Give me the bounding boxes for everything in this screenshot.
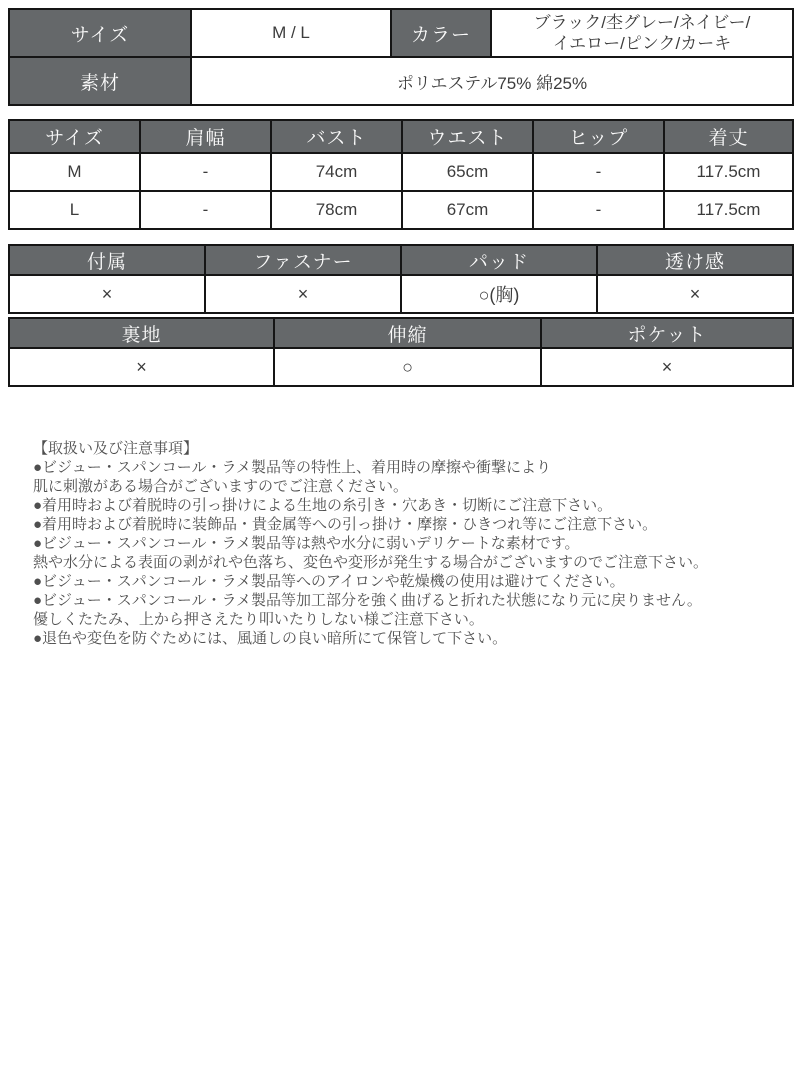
material-value: ポリエステル75% 綿25%	[191, 57, 793, 105]
measurements-header-cell: 着丈	[664, 120, 793, 153]
care-notes-line: 肌に刺激がある場合がございますのでご注意ください。	[33, 478, 409, 495]
features-header-cell: 裏地	[9, 318, 274, 348]
color-label: カラー	[391, 9, 491, 57]
measurements-cell: 65cm	[402, 153, 533, 191]
features-value-cell: ×	[205, 275, 401, 313]
features-header-cell: ファスナー	[205, 245, 401, 275]
measurements-cell: -	[533, 153, 664, 191]
color-value-line1: ブラック/杢グレー/ネイビー/	[533, 13, 751, 32]
features-header-cell: ポケット	[541, 318, 793, 348]
color-value-line2: イエロー/ピンク/カーキ	[552, 34, 732, 53]
care-notes-line: ●退色や変色を防ぐためには、風通しの良い暗所にて保管して下さい。	[33, 630, 508, 647]
care-notes-line: ●着用時および着脱時に装飾品・貴金属等への引っ掛け・摩擦・ひきつれ等にご注意下さい。	[33, 516, 658, 533]
measurements-cell: 78cm	[271, 191, 402, 229]
measurements-cell: 74cm	[271, 153, 402, 191]
size-value: M / L	[191, 9, 391, 57]
care-notes-title: 【取扱い及び注意事項】	[33, 440, 199, 457]
measurements-cell: 117.5cm	[664, 153, 793, 191]
measurements-cell: -	[140, 191, 271, 229]
care-notes-line: ●ビジュー・スパンコール・ラメ製品等加工部分を強く曲げると折れた状態になり元に戻りません。	[33, 592, 702, 609]
measurements-row-l	[9, 191, 793, 229]
features-top-header-row	[9, 245, 793, 275]
product-spec-page	[0, 8, 800, 1075]
features-value-cell: ×	[9, 275, 205, 313]
care-notes-line: 熱や水分による表面の剥がれや色落ち、変色や変形が発生する場合がございますのでご注意下さい。	[33, 554, 709, 571]
features-value-cell: ×	[541, 348, 793, 386]
features-table-top	[8, 244, 794, 314]
care-notes-line: ●ビジュー・スパンコール・ラメ製品等の特性上、着用時の摩擦や衝撃により	[33, 459, 552, 476]
spec-row-size-color	[9, 9, 793, 57]
features-header-cell: パッド	[401, 245, 597, 275]
features-value-cell: ○(胸)	[401, 275, 597, 313]
features-header-cell: 透け感	[597, 245, 793, 275]
color-value	[491, 9, 793, 57]
measurements-header-cell: バスト	[271, 120, 402, 153]
measurements-table	[8, 119, 794, 230]
features-value-cell: ×	[9, 348, 274, 386]
spec-row-material	[9, 57, 793, 105]
measurements-header-cell: ウエスト	[402, 120, 533, 153]
features-header-cell: 伸縮	[274, 318, 541, 348]
features-value-cell: ○	[274, 348, 541, 386]
care-notes-line: ●ビジュー・スパンコール・ラメ製品等は熱や水分に弱いデリケートな素材です。	[33, 535, 580, 552]
features-value-cell: ×	[597, 275, 793, 313]
material-label: 素材	[9, 57, 191, 105]
spec-table	[8, 8, 794, 106]
measurements-cell: M	[9, 153, 140, 191]
features-table-bottom	[8, 317, 794, 387]
care-notes-line: ●着用時および着脱時の引っ掛けによる生地の糸引き・穴あき・切断にご注意下さい。	[33, 497, 613, 514]
measurements-cell: L	[9, 191, 140, 229]
measurements-header-row	[9, 120, 793, 153]
measurements-cell: -	[140, 153, 271, 191]
features-top-value-row	[9, 275, 793, 313]
care-notes-line: 優しくたたみ、上から押さえたり叩いたりしない様ご注意下さい。	[33, 611, 484, 628]
size-label: サイズ	[9, 9, 191, 57]
measurements-cell: 67cm	[402, 191, 533, 229]
features-header-cell: 付属	[9, 245, 205, 275]
care-notes-line: ●ビジュー・スパンコール・ラメ製品等へのアイロンや乾燥機の使用は避けてください。	[33, 573, 625, 590]
measurements-header-cell: ヒップ	[533, 120, 664, 153]
measurements-cell: -	[533, 191, 664, 229]
care-notes	[33, 439, 780, 648]
measurements-header-cell: 肩幅	[140, 120, 271, 153]
measurements-header-cell: サイズ	[9, 120, 140, 153]
measurements-cell: 117.5cm	[664, 191, 793, 229]
features-bottom-header-row	[9, 318, 793, 348]
features-bottom-value-row	[9, 348, 793, 386]
measurements-row-m	[9, 153, 793, 191]
